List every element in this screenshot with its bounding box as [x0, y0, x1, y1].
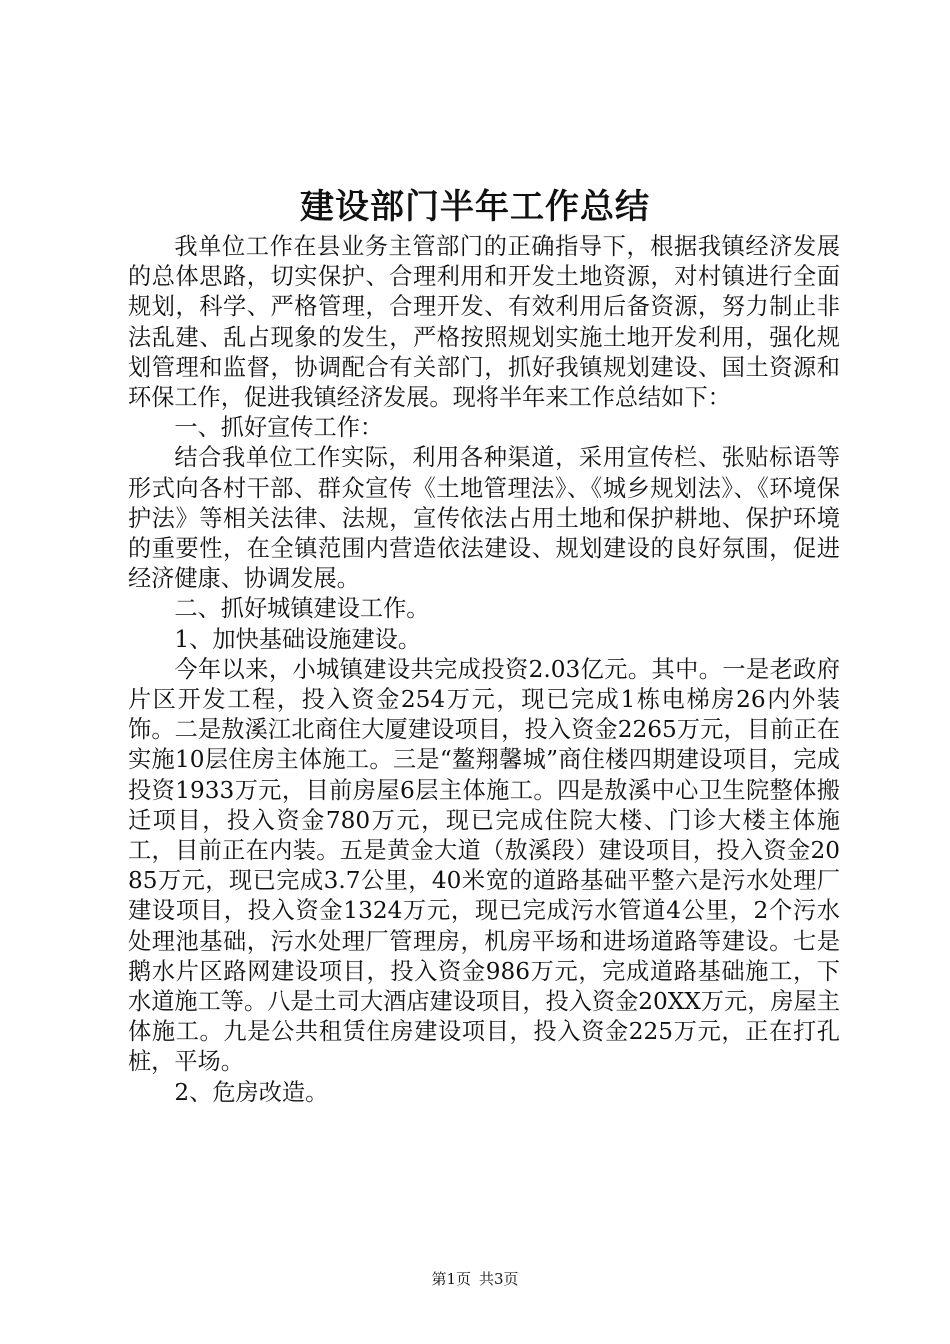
page-total: 共3页 — [479, 1270, 519, 1288]
heading-town-construction: 二、抓好城镇建设工作。 — [174, 595, 430, 623]
page-footer — [0, 1268, 950, 1290]
subheading-dilapidated-housing: 2、危房改造。 — [174, 1078, 329, 1106]
paragraph-intro: 我单位工作在县业务主管部门的正确指导下，根据我镇经济发展的总体思路，切实保护、合理利用和开发土地资源，对村镇进行全面规划，科学、严格管理，合理开发、有效利用后备资源，努力制止非法乱建、乱占现象的发生，严格按照规划实施土地开发利用，强化规划管理和监督，协调配合有关部门，抓好我镇规划建设、国土资源和环保工作，促进我镇经济发展。现将半年来工作总结如下： — [128, 233, 840, 412]
paragraph-publicity: 结合我单位工作实际，利用各种渠道，采用宣传栏、张贴标语等形式向各村干部、群众宣传《土地管理法》、《城乡规划法》、《环境保护法》等相关法律、法规，宣传依法占用土地和保护耕地、保护环境的重要性，在全镇范围内营造依法建设、规划建设的良好氛围，促进经济健康、协调发展。 — [128, 444, 840, 593]
page-number: 第1页 — [431, 1270, 471, 1288]
document-body — [128, 232, 840, 1108]
document-title: 建设部门半年工作总结 — [300, 187, 650, 227]
subheading-infrastructure: 1、加快基础设施建设。 — [174, 625, 422, 653]
paragraph-infrastructure: 今年以来，小城镇建设共完成投资2.03亿元。其中。一是老政府片区开发工程，投入资金254万元，现已完成1栋电梯房26内外装饰。二是敖溪江北商住大厦建设项目，投入资金2265万元，目前正在实施10层住房主体施工。三是“鳌翔馨城”商住楼四期建设项目，完成投资1933万元，目前房屋6层主体施工。四是敖溪中心卫生院整体搬迁项目，投入资金780万元，现已完成住院大楼、门诊大楼主体施工，目前正在内装。五是黄金大道（敖溪段）建设项目，投入资金2085万元，现已完成3.7公里，40米宽的道路基础平整六是污水处理厂建设项目，投入资金1324万元，现已完成污水管道4公里，2个污水处理池基础，污水处理厂管理房，机房平场和进场道路等建设。七是鹅水片区路网建设项目，投入资金986万元，完成道路基础施工，下水道施工等。八是土司大酒店建设项目，投入资金20XX万元，房屋主体施工。九是公共租赁住房建设项目，投入资金225万元，正在打孔桩，平场。 — [128, 655, 840, 1076]
heading-publicity: 一、抓好宣传工作： — [174, 414, 384, 442]
